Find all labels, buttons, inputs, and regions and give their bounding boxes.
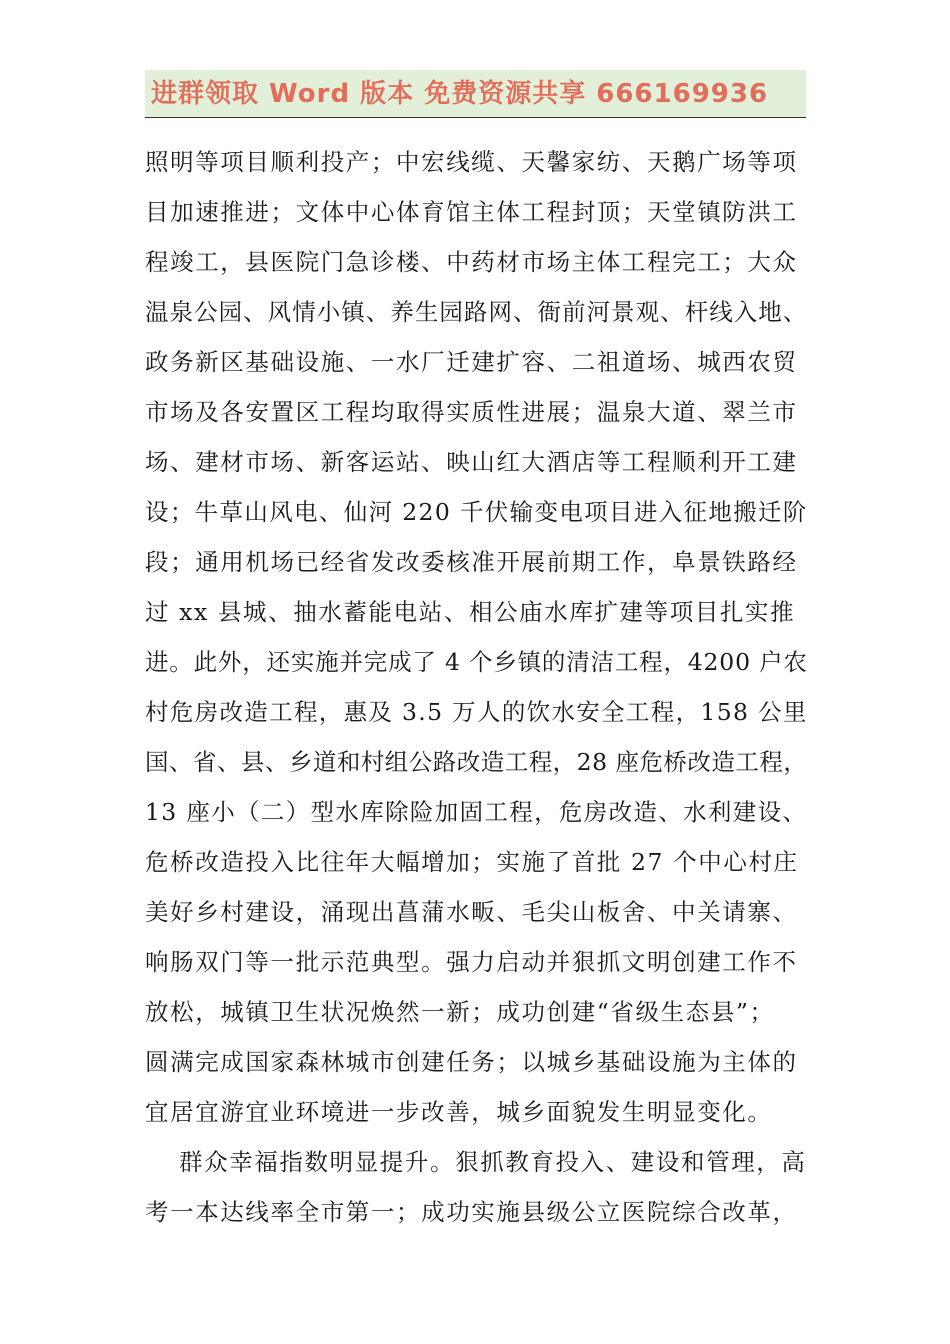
- text-line: 国、省、县、乡道和村组公路改造工程，28 座危桥改造工程，: [145, 748, 808, 776]
- text-line: 村危房改造工程，惠及 3.5 万人的饮水安全工程，158 公里: [145, 698, 808, 726]
- text-line: 照明等项目顺利投产；中宏线缆、天馨家纺、天鹅广场等项: [145, 148, 798, 176]
- text-line: 目加速推进；文体中心体育馆主体工程封顶；天堂镇防洪工: [145, 198, 798, 226]
- text-line: 13 座小（二）型水库除险加固工程，危房改造、水利建设、: [145, 798, 808, 826]
- text-line: 放松，城镇卫生状况焕然一新；成功创建“省级生态县”；: [145, 998, 775, 1026]
- promo-banner-text: 进群领取 Word 版本 免费资源共享 666169936: [151, 79, 769, 109]
- text-line: 温泉公园、风情小镇、养生园路网、衙前河景观、杆线入地、: [145, 298, 808, 326]
- text-line: 考一本达线率全市第一；成功实施县级公立医院综合改革，: [145, 1198, 798, 1226]
- promo-banner: [145, 70, 806, 118]
- paragraph-start-line: 群众幸福指数明显提升。狠抓教育投入、建设和管理，高: [179, 1148, 807, 1176]
- text-line: 政务新区基础设施、一水厂迁建扩容、二祖道场、城西农贸: [145, 348, 798, 376]
- text-line: 场、建材市场、新客运站、映山红大酒店等工程顺利开工建: [145, 448, 798, 476]
- text-line: 宜居宜游宜业环境进一步改善，城乡面貌发生明显变化。: [145, 1098, 773, 1126]
- text-line: 危桥改造投入比往年大幅增加；实施了首批 27 个中心村庄: [145, 848, 799, 876]
- text-line: 设；牛草山风电、仙河 220 千伏输变电项目进入征地搬迁阶: [145, 498, 808, 526]
- text-line: 过 xx 县城、抽水蓄能电站、相公庙水库扩建等项目扎实推: [145, 598, 796, 626]
- body-text: [145, 137, 809, 1237]
- text-line: 市场及各安置区工程均取得实质性进展；温泉大道、翠兰市: [145, 398, 798, 426]
- text-line: 进。此外，还实施并完成了 4 个乡镇的清洁工程，4200 户农: [145, 648, 808, 676]
- text-line: 段；通用机场已经省发改委核准开展前期工作，阜景铁路经: [145, 548, 798, 576]
- text-line: 美好乡村建设，涌现出菖蒲水畈、毛尖山板舍、中关请寨、: [145, 898, 798, 926]
- text-line: 响肠双门等一批示范典型。强力启动并狠抓文明创建工作不: [145, 948, 798, 976]
- text-line: 圆满完成国家森林城市创建任务；以城乡基础设施为主体的: [145, 1048, 798, 1076]
- text-line: 程竣工，县医院门急诊楼、中药材市场主体工程完工；大众: [145, 248, 798, 276]
